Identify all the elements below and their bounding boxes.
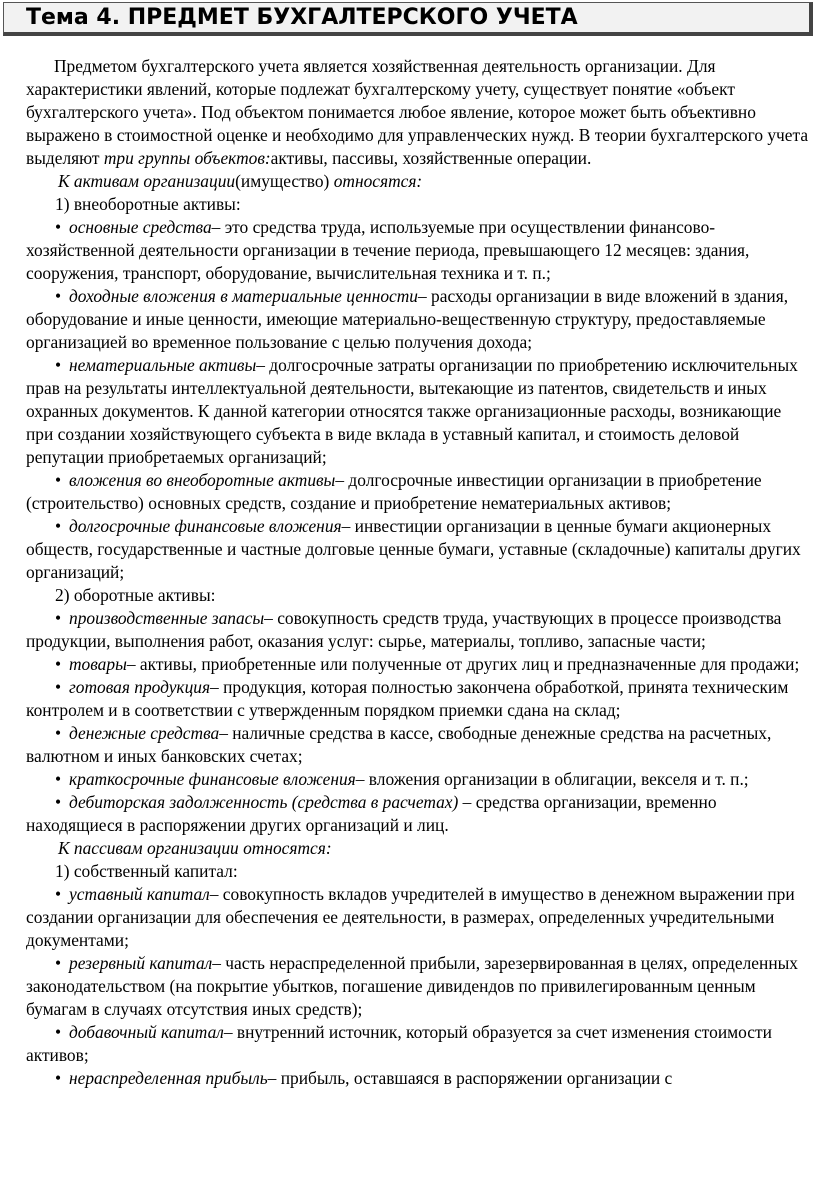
current-list [26, 607, 810, 837]
list-item-term: готовая продукция [69, 677, 211, 697]
bullet-icon: • [55, 792, 62, 812]
list-item-text: – расходы организации в виде вложений в здания, оборудование и иные ценности, имеющие материально-вещественную структуру, предоставляемые организацией во временное пользование с целью получения дохода; [26, 286, 789, 352]
bullet-icon: • [55, 516, 62, 536]
intro-paragraph [26, 55, 810, 170]
list-item-term: нераспределенная прибыль [69, 1068, 268, 1088]
list-item-term: денежные средства [69, 723, 220, 743]
list-item [26, 285, 810, 354]
liabilities-heading-text: К пассивам организации относятся: [58, 838, 332, 858]
list-item-text: – часть нераспределенной прибыли, зарезервированная в целях, определенных законодательством (на покрытие убытков, погашение дивидендов по привилегированным ценным бумагам в случаях отсутствия иных средств); [26, 953, 799, 1019]
list-item [26, 676, 810, 722]
list-item [26, 653, 810, 676]
list-item [26, 216, 810, 285]
list-item-term: краткосрочные финансовые вложения [69, 769, 356, 789]
bullet-icon: • [55, 884, 62, 904]
list-item [26, 791, 810, 837]
list-item-text: – совокупность вкладов учредителей в имущество в денежном выражении при создании организации для обеспечения ее деятельности, в размерах, определенных учредительными документами; [26, 884, 795, 950]
list-item [26, 469, 810, 515]
list-item-text: – внутренний источник, который образуется за счет изменения стоимости активов; [26, 1022, 772, 1065]
list-item-text: – долгосрочные затраты организации по приобретению исключительных прав на результаты интеллектуальной деятельности, вытекающие из патентов, свидетельств и иных охранных документов. К данной категории относятся также организационные расходы, возникающие при создании хозяйствующего субъекта в виде вклада в уставный капитал, и стоимость деловой репутации приобретаемых организаций; [26, 355, 798, 467]
list-item [26, 607, 810, 653]
noncurrent-list [26, 216, 810, 584]
list-item-term: доходные вложения в материальные ценности [69, 286, 418, 306]
bullet-icon: • [55, 1022, 62, 1042]
noncurrent-label: 1) внеоборотные активы: [55, 194, 241, 214]
list-item-text: – прибыль, оставшаяся в распоряжении организации с [267, 1068, 673, 1088]
list-item-term: производственные запасы [69, 608, 265, 628]
list-item-text: – продукция, которая полностью закончена обработкой, принята техническим контролем и в соответствии с утвержденным порядком приемки сдана на склад; [26, 677, 789, 720]
bullet-icon: • [55, 608, 62, 628]
list-item [26, 515, 810, 584]
bullet-icon: • [55, 654, 62, 674]
intro-text: Предметом бухгалтерского учета является хозяйственная деятельность организации. Для характеристики явлений, которые подлежат бухгалтерскому учету, существует понятие «объект бухгалтерского учета». Под объектом понимается любое явление, которое может быть объективно выражено в стоимостной оценке и необходимо для управленческих нужд. В теории бухгалтерского учета выделяют [26, 56, 809, 168]
list-item-text: – инвестиции организации в ценные бумаги акционерных обществ, государственные и частные долговые ценные бумаги, уставные (складочные) капиталы других организаций; [26, 516, 801, 582]
bullet-icon: • [55, 355, 62, 375]
intro-text-end: активы, пассивы, хозяйственные операции. [270, 148, 592, 168]
list-item-term: вложения во внеоборотные активы [69, 470, 336, 490]
bullet-icon: • [55, 470, 62, 490]
list-item-text: – совокупность средств труда, участвующих в процессе производства продукции, выполнения работ, оказания услуг: сырье, материалы, топливо, запасные части; [26, 608, 782, 651]
liabilities-heading [26, 837, 810, 860]
list-item [26, 1067, 810, 1090]
assets-heading [26, 170, 810, 193]
list-item-term: резервный капитал [69, 953, 213, 973]
list-item [26, 1021, 810, 1067]
bullet-icon: • [55, 677, 62, 697]
bullet-icon: • [55, 286, 62, 306]
list-item [26, 952, 810, 1021]
list-item-text: – вложения организации в облигации, векселя и т. п.; [355, 769, 749, 789]
list-item-term: нематериальные активы [69, 355, 257, 375]
list-item-text: – наличные средства в кассе, свободные денежные средства на расчетных, валютном и иных банковских счетах; [26, 723, 772, 766]
equity-label: 1) собственный капитал: [55, 861, 238, 881]
list-item-text: – это средства труда, используемые при осуществлении финансово-хозяйственной деятельности организации в течение периода, превышающего 12 месяцев: здания, сооружения, транспорт, оборудование, вычислительная техника и т. п.; [26, 217, 750, 283]
list-item [26, 722, 810, 768]
list-item [26, 883, 810, 952]
bullet-icon: • [55, 217, 62, 237]
equity-list [26, 883, 810, 1090]
assets-heading-plain: (имущество) [235, 171, 334, 191]
list-item [26, 768, 810, 791]
document-body [26, 55, 810, 1090]
assets-heading-em2: относятся: [333, 171, 423, 191]
bullet-icon: • [55, 769, 62, 789]
list-item-term: уставный капитал [69, 884, 210, 904]
title-bar [3, 2, 813, 36]
assets-heading-em: К активам организации [58, 171, 236, 191]
list-item-term: товары [69, 654, 127, 674]
list-item-text: – долгосрочные инвестиции организации в приобретение (строительство) основных средств, создание и приобретение нематериальных активов; [26, 470, 762, 513]
current-label: 2) оборотные активы: [55, 585, 216, 605]
list-item-text: – активы, приобретенные или полученные от других лиц и предназначенные для продажи; [126, 654, 800, 674]
list-item-text: – средства организации, временно находящиеся в распоряжении других организаций и лиц. [26, 792, 717, 835]
page-title: Тема 4. ПРЕДМЕТ БУХГАЛТЕРСКОГО УЧЕТА [26, 5, 578, 30]
bullet-icon: • [55, 723, 62, 743]
intro-emphasis: три группы объектов: [103, 148, 271, 168]
list-item-term: основные средства [69, 217, 212, 237]
list-item-term: долгосрочные финансовые вложения [69, 516, 342, 536]
list-item [26, 354, 810, 469]
list-item-term: добавочный капитал [69, 1022, 224, 1042]
bullet-icon: • [55, 1068, 62, 1088]
bullet-icon: • [55, 953, 62, 973]
list-item-term: дебиторская задолженность (средства в расчетах) [69, 792, 459, 812]
